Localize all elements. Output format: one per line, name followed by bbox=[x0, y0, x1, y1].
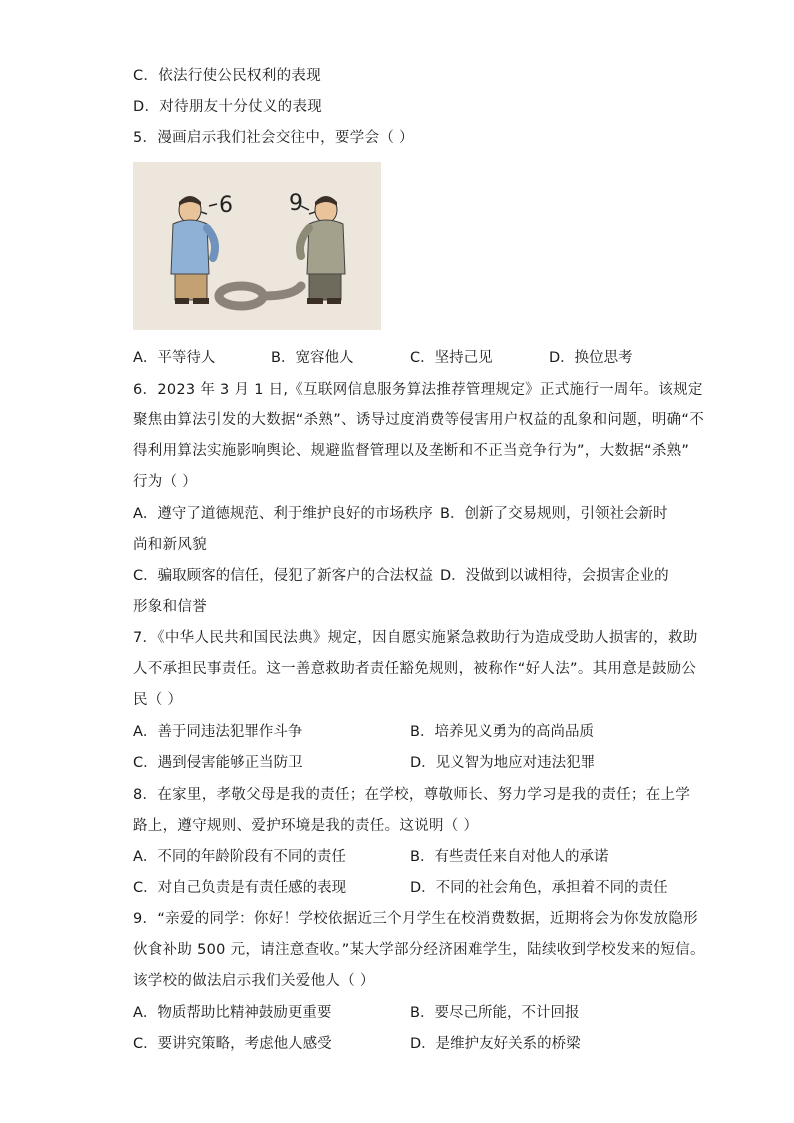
q8-option-c: C．对自己负责是有责任感的表现 bbox=[133, 880, 347, 896]
q7-stem-line-3: 民（ ） bbox=[133, 692, 183, 708]
q7-stem-line-2: 人不承担民事责任。这一善意救助者责任豁免规则，被称作“好人法”。其用意是鼓励公 bbox=[133, 661, 697, 677]
comic-illustration bbox=[133, 162, 381, 330]
q9-stem-line-3: 该学校的做法启示我们关爱他人（ ） bbox=[133, 973, 375, 989]
right-speech-number: 9 bbox=[289, 191, 303, 216]
q6-stem-line-2: 聚焦由算法引发的大数据“杀熟”、诱导过度消费等侵害用户权益的乱象和问题，明确“不 bbox=[133, 412, 705, 428]
q4-option-c: C．依法行使公民权利的表现 bbox=[133, 68, 322, 84]
q7-option-c: C．遇到侵害能够正当防卫 bbox=[133, 755, 303, 771]
q6-option-b: B．创新了交易规则，引领社会新时 bbox=[440, 506, 668, 522]
q9-stem-line-1: 9．“亲爱的同学：你好！学校依据近三个月学生在校消费数据，近期将会为你发放隐形 bbox=[133, 911, 698, 927]
q5-option-b: B．宽容他人 bbox=[271, 350, 354, 366]
right-person-figure bbox=[300, 196, 345, 304]
q5-option-c: C．坚持己见 bbox=[410, 350, 493, 366]
left-speech-number: 6 bbox=[219, 193, 233, 218]
q9-option-b: B．要尽己所能，不计回报 bbox=[410, 1005, 580, 1021]
q6-stem-line-4: 行为（ ） bbox=[133, 474, 198, 490]
q6-option-d: D．没做到以诚相待，会损害企业的 bbox=[440, 568, 669, 584]
q6-option-a: A．遵守了道德规范、利于维护良好的市场秩序 bbox=[133, 506, 433, 522]
q8-option-a: A．不同的年龄阶段有不同的责任 bbox=[133, 849, 346, 865]
q7-stem-line-1: 7．《中华人民共和国民法典》规定，因自愿实施紧急救助行为造成受助人损害的，救助 bbox=[133, 630, 698, 646]
q6-option-d-continued: 形象和信誉 bbox=[133, 599, 207, 615]
q9-option-c: C．要讲究策略，考虑他人感受 bbox=[133, 1036, 332, 1052]
q6-stem-line-1: 6．2023 年 3 月 1 日,《互联网信息服务算法推荐管理规定》正式施行一周年。该规定 bbox=[133, 382, 703, 398]
q9-option-d: D．是维护友好关系的桥梁 bbox=[410, 1036, 581, 1052]
q7-option-d: D．见义智为地应对违法犯罪 bbox=[410, 755, 596, 771]
q7-option-a: A．善于同违法犯罪作斗争 bbox=[133, 724, 303, 740]
q8-option-d: D．不同的社会角色，承担着不同的责任 bbox=[410, 880, 668, 896]
q9-stem-line-2: 伙食补助 500 元，请注意查收。”某大学部分经济困难学生，陆续收到学校发来的短信。 bbox=[133, 942, 705, 958]
q6-option-c: C．骗取顾客的信任，侵犯了新客户的合法权益 bbox=[133, 568, 434, 584]
q6-stem-line-3: 得利用算法实施影响舆论、规避监督管理以及垄断和不正当竞争行为”，大数据“杀熟” bbox=[133, 443, 690, 459]
q5-option-d: D．换位思考 bbox=[549, 350, 633, 366]
q5-option-a: A．平等待人 bbox=[133, 350, 216, 366]
left-person-figure bbox=[171, 196, 215, 304]
q8-option-b: B．有些责任来自对他人的承诺 bbox=[410, 849, 609, 865]
q8-stem-line-2: 路上，遵守规则、爱护环境是我的责任。这说明（ ） bbox=[133, 818, 479, 834]
q5-stem: 5．漫画启示我们社会交往中，要学会（ ） bbox=[133, 130, 414, 146]
q8-stem-line-1: 8．在家里，孝敬父母是我的责任；在学校，尊敬师长、努力学习是我的责任；在上学 bbox=[133, 787, 691, 803]
q9-option-a: A．物质帮助比精神鼓励更重要 bbox=[133, 1005, 332, 1021]
floor-number-shape bbox=[219, 286, 301, 306]
q5-comic-image bbox=[133, 162, 381, 330]
q4-option-d: D．对待朋友十分仗义的表现 bbox=[133, 99, 323, 115]
q7-option-b: B．培养见义勇为的高尚品质 bbox=[410, 724, 594, 740]
q6-option-b-continued: 尚和新风貌 bbox=[133, 537, 207, 553]
